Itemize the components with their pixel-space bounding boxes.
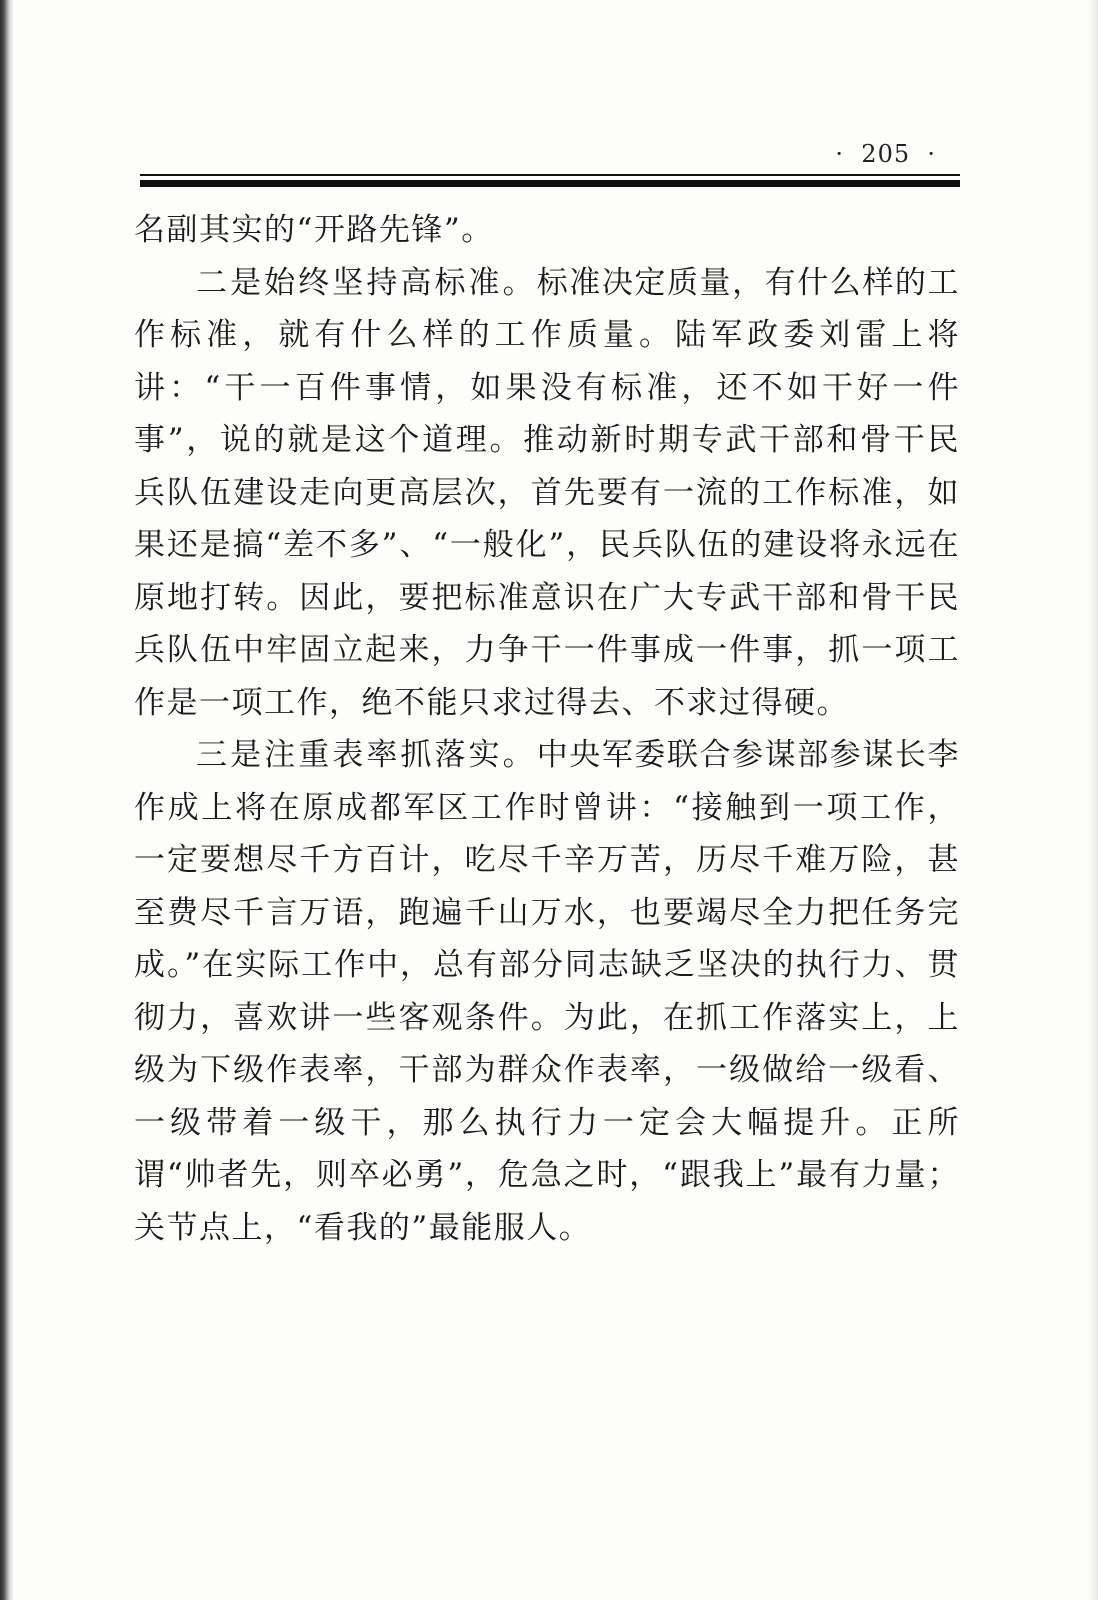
paragraph-lead-by-example xyxy=(134,729,960,1254)
body-text xyxy=(134,204,960,1254)
scan-left-edge xyxy=(0,0,14,1600)
paragraph-text: 中央军委联合参谋部参谋长李作成上将在原成都军区工作时曾讲：“接触到一项工作，一定要想尽千方百计，吃尽千辛万苦，历尽千难万险，甚至费尽千言万语，跑遍千山万水，也要竭尽全力把任务完成。”在实际工作中，总有部分同志缺乏坚决的执行力、贯彻力，喜欢讲一些客观条件。为此，在抓工作落实上，上级为下级作表率，干部为群众作表率，一级做给一级看、一级带着一级干，那么执行力一定会大幅提升。正所谓“帅者先，则卒必勇”，危急之时，“跟我上”最有力量；关节点上，“看我的”最能服人。 xyxy=(134,737,961,1246)
header-rule-thick xyxy=(140,180,960,187)
page-number: · 205 · xyxy=(835,140,936,168)
paragraph-high-standard xyxy=(134,257,960,730)
paragraph-continuation xyxy=(134,204,960,257)
paragraph-lead: 二是始终坚持高标准。 xyxy=(196,264,537,301)
paragraph-text: 标准决定质量，有什么样的工作标准，就有什么样的工作质量。陆军政委刘雷上将讲：“干一百件事情，如果没有标准，还不如干好一件事”，说的就是这个道理。推动新时期专武干部和骨干民兵队伍建设走向更高层次，首先要有一流的工作标准，如果还是搞“差不多”、“一般化”，民兵队伍的建设将永远在原地打转。因此，要把标准意识在广大专武干部和骨干民兵队伍中牢固立起来，力争干一件事成一件事，抓一项工作是一项工作，绝不能只求过得去、不求过得硬。 xyxy=(134,264,961,721)
paragraph-text: 名副其实的“开路先锋”。 xyxy=(134,212,494,248)
paragraph-lead: 三是注重表率抓落实。 xyxy=(196,737,537,773)
page-header xyxy=(140,140,960,192)
scan-right-edge xyxy=(1088,0,1098,1600)
header-rule-thin xyxy=(140,174,960,176)
